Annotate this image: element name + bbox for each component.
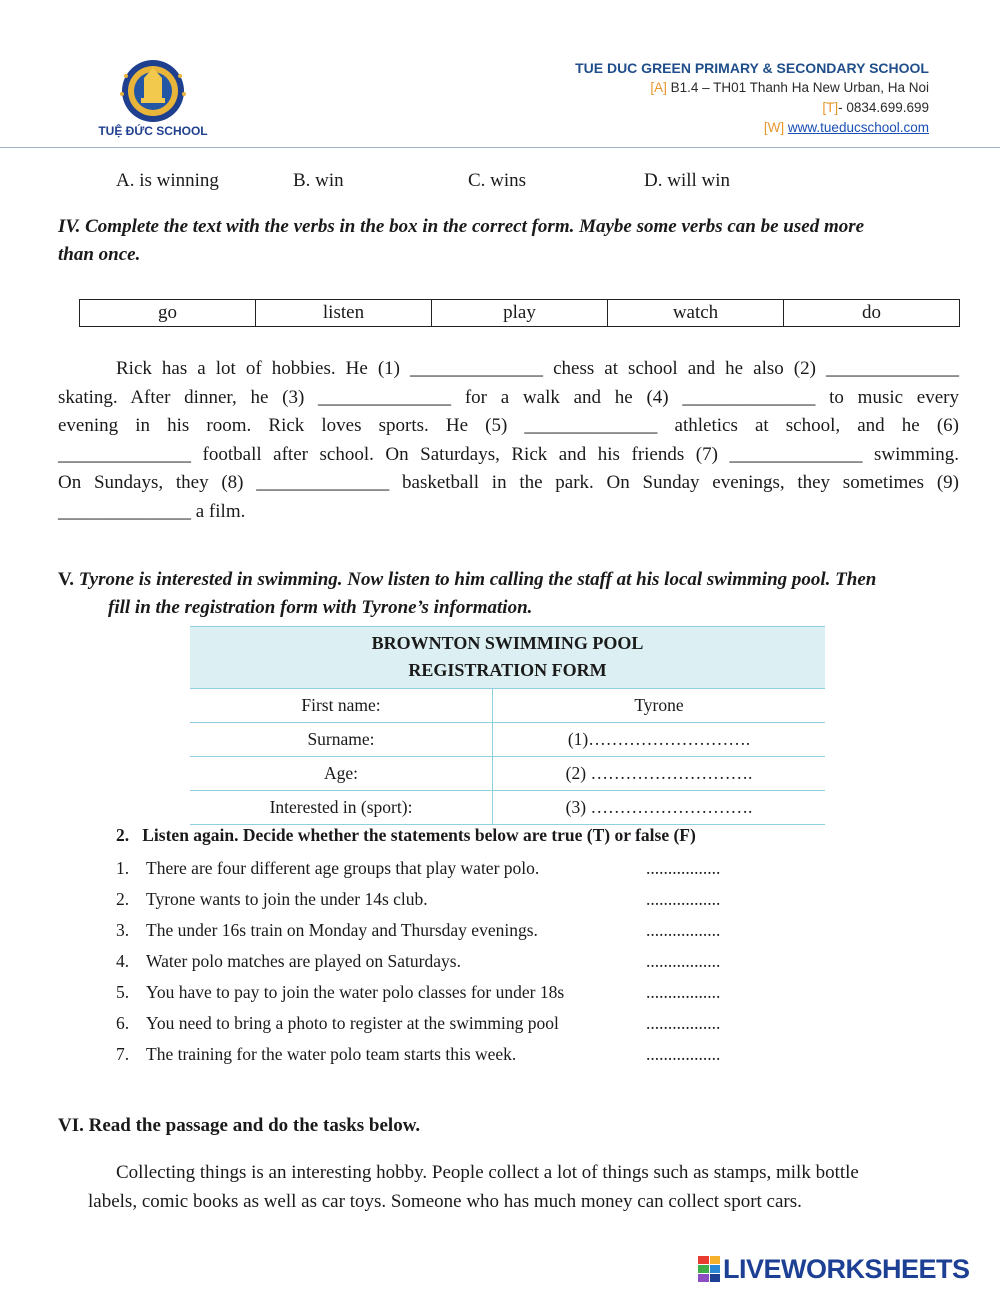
statement-row [116, 977, 776, 1008]
statement-answer-field[interactable]: ................. [646, 858, 721, 878]
section-4-paragraph [58, 355, 959, 526]
statement-row [116, 1008, 776, 1039]
statement-text: You need to bring a photo to register at the swimming pool [146, 1013, 559, 1033]
form-title-line2: REGISTRATION FORM [408, 660, 607, 680]
statement-answer-field[interactable]: ................. [646, 920, 721, 940]
form-answer-field[interactable]: (3) ………………………. [565, 797, 753, 817]
section-4-heading [58, 213, 968, 269]
form-row-first-name [190, 689, 825, 723]
registration-form [190, 626, 825, 825]
statement-row [116, 915, 776, 946]
statement-row [116, 853, 776, 884]
form-label: Interested in (sport): [190, 791, 493, 824]
statement-answer-field[interactable]: ................. [646, 951, 721, 971]
section-6-heading [58, 1115, 420, 1137]
statement-text: The training for the water polo team starts this week. [146, 1044, 517, 1064]
paragraph-line: ______________ football after school. On Saturdays, Rick and his friends (7) ______________ swimming. [58, 443, 959, 465]
section-6-heading-text: . Read the passage and do the tasks below. [79, 1115, 421, 1136]
section-5-heading [58, 566, 968, 622]
liveworksheets-text: LIVEWORKSHEETS [723, 1253, 970, 1284]
statement-text: The under 16s train on Monday and Thursday evenings. [146, 920, 538, 940]
statement-text: Water polo matches are played on Saturdays. [146, 951, 461, 971]
section-6-number: VI [58, 1115, 80, 1136]
statement-number: 4. [116, 951, 130, 971]
form-title-line1: BROWNTON SWIMMING POOL [371, 633, 644, 653]
form-answer-field[interactable]: (2) ………………………. [565, 763, 753, 783]
option-b: B. win [293, 170, 344, 191]
paragraph-line: evening in his room. Rick loves sports. He (5) ______________ athletics at school, and he (6) [58, 415, 959, 436]
phone-tag: [T] [822, 100, 839, 115]
form-label: Age: [190, 757, 493, 790]
form-label: Surname: [190, 723, 493, 756]
section-5-number: V. [58, 569, 75, 590]
verb-cell: play [432, 300, 608, 326]
verb-cell: go [80, 300, 256, 326]
option-c: C. wins [468, 170, 527, 191]
statement-answer-field[interactable]: ................. [646, 889, 721, 909]
school-phone [822, 98, 929, 118]
website-link[interactable]: www.tueducschool.com [787, 120, 929, 135]
statement-text: There are four different age groups that play water polo. [146, 858, 540, 878]
statement-number: 1. [116, 858, 130, 878]
address-text: B1.4 – TH01 Thanh Ha New Urban, Ha Noi [666, 80, 929, 95]
section-5-heading-line2: fill in the registration form with Tyrone’s information. [108, 597, 533, 618]
verb-cell: do [862, 302, 881, 323]
option-a: A. is winning [116, 170, 219, 191]
statement-answer-field[interactable]: ................. [646, 1013, 721, 1033]
school-logo [92, 56, 214, 146]
phone-text: - 0834.699.699 [838, 100, 929, 115]
form-label: First name: [190, 689, 493, 722]
liveworksheets-watermark [698, 1251, 970, 1287]
statement-row [116, 884, 776, 915]
header-divider [0, 147, 1000, 148]
paragraph-line: Rick has a lot of hobbies. He (1) ______________ chess at school and he also (2) ______________ [116, 358, 959, 379]
statement-row [116, 946, 776, 977]
school-name: TUE DUC GREEN PRIMARY & SECONDARY SCHOOL [575, 60, 929, 76]
school-website [764, 118, 929, 138]
school-address [650, 78, 929, 98]
form-row-surname [190, 723, 825, 757]
address-tag: [A] [650, 80, 667, 95]
form-value: Tyrone [634, 695, 684, 715]
statement-number: 6. [116, 1013, 130, 1033]
paragraph-line: On Sundays, they (8) ______________ basketball in the park. On Sunday evenings, they sometimes (9) [58, 472, 959, 493]
verb-cell: watch [608, 300, 784, 326]
verb-cell: listen [256, 300, 432, 326]
section-4-heading-line2: than once. [58, 244, 141, 265]
statement-answer-field[interactable]: ................. [646, 1044, 721, 1064]
paragraph-line: labels, comic books as well as car toys. Someone who has much money can collect sport cars. [88, 1190, 802, 1212]
statement-text: You have to pay to join the water polo classes for under 18s [146, 982, 565, 1002]
paragraph-line: Collecting things is an interesting hobby. People collect a lot of things such as stamps, milk bottle [116, 1162, 859, 1183]
section-6-paragraph [88, 1159, 960, 1216]
statement-number: 7. [116, 1044, 130, 1064]
statement-row [116, 1039, 776, 1070]
form-row-sport [190, 791, 825, 825]
liveworksheets-logo-icon [698, 1256, 720, 1282]
statement-number: 3. [116, 920, 130, 940]
statement-number: 5. [116, 982, 130, 1002]
web-tag: [W] [763, 120, 785, 135]
section-4-heading-line1: IV. Complete the text with the verbs in the box in the correct form. Maybe some verbs can be used more [58, 216, 865, 237]
form-row-age [190, 757, 825, 791]
paragraph-line: skating. After dinner, he (3) ______________ for a walk and he (4) ______________ to music every [58, 386, 959, 408]
section-5-heading-line1: Tyrone is interested in swimming. Now listen to him calling the staff at his local swimming pool. Then [74, 569, 877, 590]
verb-box [79, 299, 960, 327]
option-d: D. will win [644, 170, 731, 191]
statement-answer-field[interactable]: ................. [646, 982, 721, 1002]
paragraph-line: ______________ a film. [58, 500, 246, 522]
form-title [190, 626, 825, 689]
statement-text: Tyrone wants to join the under 14s club. [146, 889, 428, 909]
form-answer-field[interactable]: (1)………………………. [567, 729, 751, 749]
logo-text: TUỆ ĐỨC SCHOOL [98, 124, 208, 138]
task-2-heading: 2. Listen again. Decide whether the statements below are true (T) or false (F) [116, 825, 696, 845]
statement-number: 2. [116, 889, 130, 909]
